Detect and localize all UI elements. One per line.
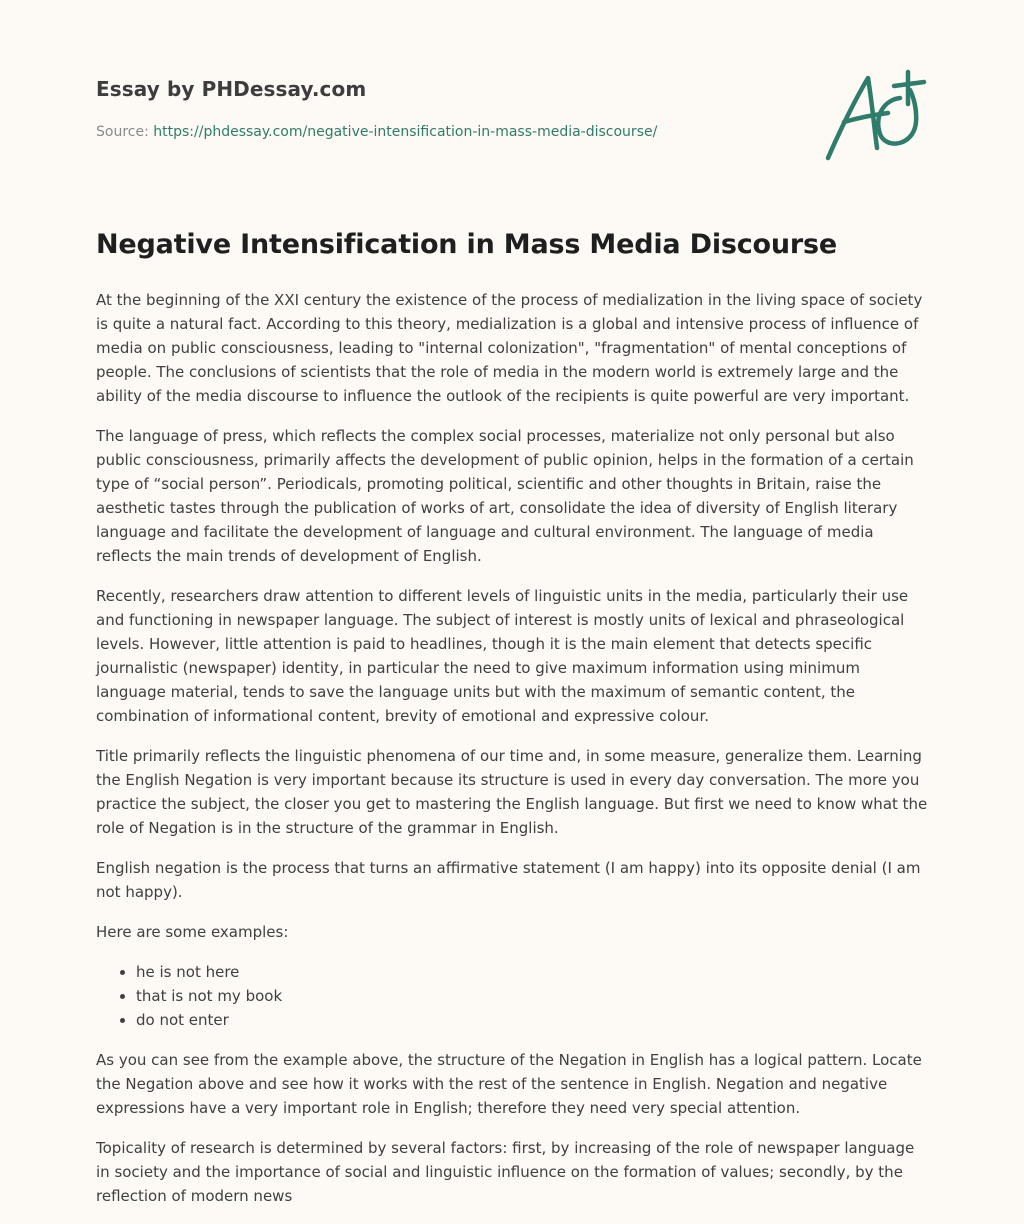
list-item: • that is not my book: [136, 984, 930, 1008]
source-line: [96, 124, 657, 140]
paragraph: Topicality of research is determined by several factors: first, by increasing of the role of newspaper language in society and the importance of social and linguistic influence on the formation of values; secondly, by the reflection of modern news: [96, 1139, 915, 1205]
list-item: • he is not here: [136, 960, 930, 984]
source-link[interactable]: https://phdessay.com/negative-intensification-in-mass-media-discourse/: [153, 124, 658, 140]
paragraph: As you can see from the example above, the structure of the Negation in English has a logical pattern. Locate the Negation above and see how it works with the rest of the sentence in English. Negation and negative expressions have a very important role in English; therefore they need very special attention.: [96, 1051, 922, 1117]
paragraph: Here are some examples:: [96, 923, 289, 941]
paragraph: Recently, researchers draw attention to different levels of linguistic units in the media, particularly their use and functioning in newspaper language. The subject of interest is mostly units of lexical and phraseological levels. However, little attention is paid to headlines, though it is the main element that detects specific journalistic (newspaper) identity, in particular the need to give maximum information using minimum language material, tends to save the language units but with the maximum of semantic content, the combination of informational content, brevity of emotional and expressive colour.: [96, 587, 909, 725]
paragraph: The language of press, which reflects the complex social processes, materialize not only personal but also public consciousness, primarily affects the development of public opinion, helps in the formation of a certain type of “social person”. Periodicals, promoting political, scientific and other thoughts in Britain, raise the aesthetic tastes through the publication of works of art, consolidate the idea of diversity of English literary language and facilitate the development of language and cultural environment. The language of media reflects the main trends of development of English.: [96, 427, 914, 565]
site-brand: Essay by PHDessay.com: [96, 77, 367, 101]
list-item: • do not enter: [136, 1008, 930, 1032]
article: [96, 226, 930, 1224]
source-label: Source:: [96, 124, 154, 140]
page-header: [96, 0, 928, 200]
paragraph: At the beginning of the XXI century the existence of the process of medialization in the living space of society is quite a natural fact. According to this theory, medialization is a global and intensive process of influence of media on public consciousness, leading to "internal colonization", "fragmentation" of mental conceptions of people. The conclusions of scientists that the role of media in the modern world is extremely large and the ability of the media discourse to influence the outlook of the recipients is quite powerful are very important.: [96, 291, 923, 405]
examples-list: [96, 960, 930, 1032]
article-title: Negative Intensification in Mass Media Discourse: [96, 229, 838, 260]
a-plus-logo-icon: [822, 68, 928, 166]
paragraph: Title primarily reflects the linguistic phenomena of our time and, in some measure, generalize them. Learning the English Negation is very important because its structure is used in every day conversation. The more you practice the subject, the closer you get to mastering the English language. But first we need to know what the role of Negation is in the structure of the grammar in English.: [96, 747, 928, 837]
paragraph: English negation is the process that turns an affirmative statement (I am happy) into its opposite denial (I am not happy).: [96, 859, 921, 901]
